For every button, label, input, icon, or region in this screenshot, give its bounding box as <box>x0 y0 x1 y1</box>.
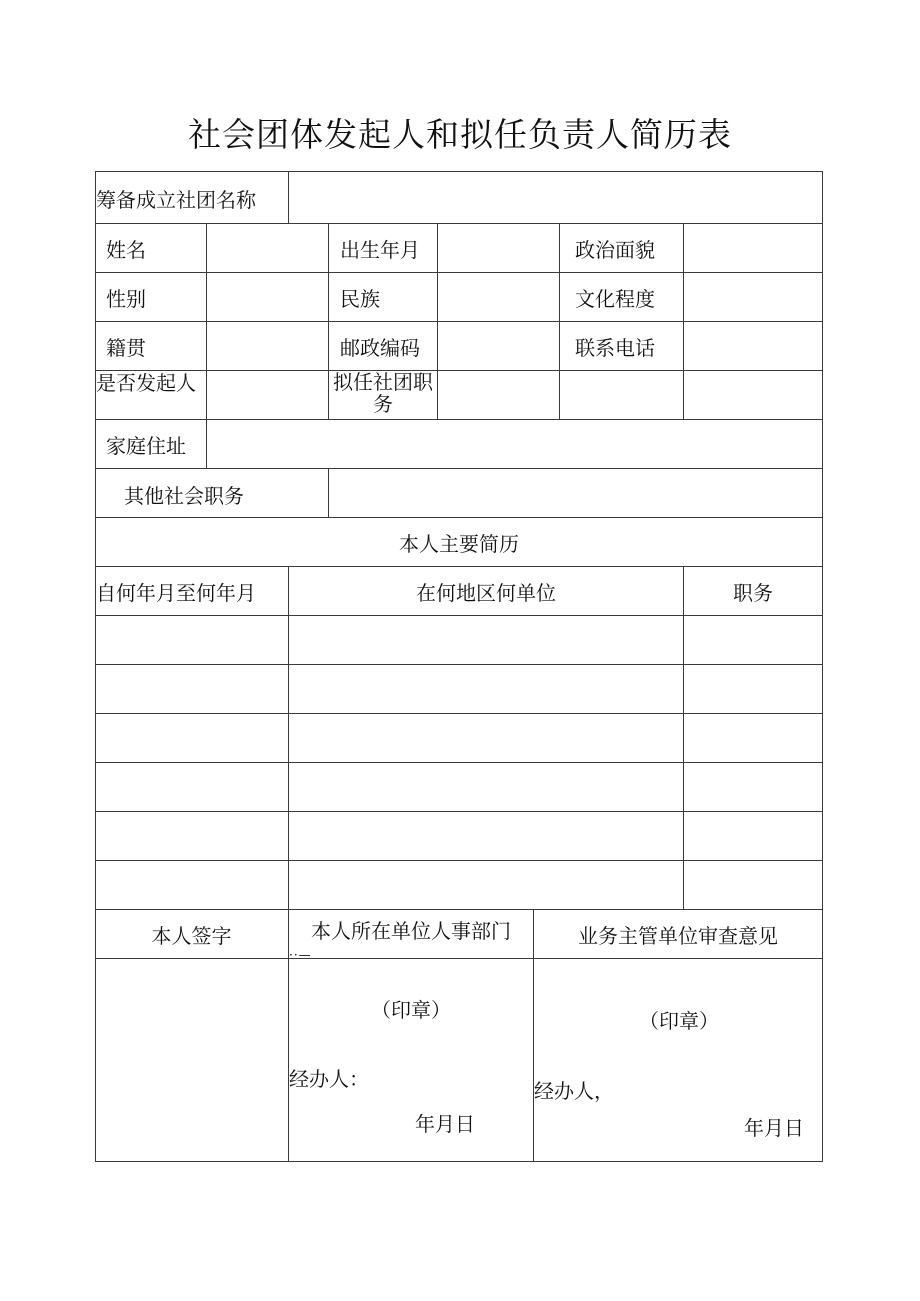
phone-label: 联系电话 <box>575 336 655 360</box>
col-divider <box>559 223 560 419</box>
resume-cell-position[interactable] <box>685 862 821 908</box>
political-status-label: 政治面貌 <box>575 238 655 262</box>
col-divider <box>328 223 329 419</box>
col-divider <box>288 566 289 909</box>
row-divider <box>95 517 823 518</box>
native-place-label: 籍贯 <box>106 336 146 360</box>
row-divider <box>95 272 823 273</box>
supervisor-handler-label: 经办人， <box>534 1079 614 1103</box>
col-divider <box>206 223 207 419</box>
is-initiator-label: 是否发起人 <box>96 371 196 395</box>
row-divider <box>95 958 823 959</box>
col-divider <box>683 566 684 909</box>
row-divider <box>95 762 823 763</box>
col-divider <box>206 419 207 468</box>
extra-field-2[interactable] <box>685 372 821 418</box>
self-sign-label: 本人签字 <box>151 924 232 948</box>
self-signature-area[interactable] <box>97 960 287 1160</box>
col-divider <box>683 223 684 419</box>
resume-section-title: 本人主要简历 <box>399 532 519 556</box>
phone-field[interactable] <box>685 323 821 369</box>
postcode-label: 邮政编码 <box>340 336 420 360</box>
row-divider <box>95 468 823 469</box>
resume-cell-position[interactable] <box>685 666 821 712</box>
border-left <box>95 171 96 1162</box>
resume-cell-unit[interactable] <box>290 715 682 761</box>
resume-cell-period[interactable] <box>97 666 287 712</box>
is-initiator-field[interactable] <box>208 372 327 418</box>
ethnicity-label: 民族 <box>340 287 380 311</box>
col-divider <box>288 171 289 223</box>
resume-cell-unit[interactable] <box>290 666 682 712</box>
resume-cell-unit[interactable] <box>290 862 682 908</box>
extra-field-1[interactable] <box>561 372 682 418</box>
resume-cell-position[interactable] <box>685 764 821 810</box>
resume-cell-position[interactable] <box>685 813 821 859</box>
row-divider <box>95 223 823 224</box>
resume-form <box>95 171 823 1162</box>
hr-handler-label: 经办人： <box>289 1067 369 1091</box>
resume-header-unit: 在何地区何单位 <box>416 581 556 605</box>
resume-cell-position[interactable] <box>685 715 821 761</box>
hr-dept-label: 本人所在单位人事部门 <box>311 919 511 943</box>
row-divider <box>95 811 823 812</box>
other-positions-field[interactable] <box>330 470 821 516</box>
col-divider <box>437 223 438 419</box>
supervisor-date-label: 年月日 <box>744 1116 804 1140</box>
political-status-field[interactable] <box>685 225 821 271</box>
resume-cell-period[interactable] <box>97 764 287 810</box>
home-address-label: 家庭住址 <box>106 434 186 458</box>
resume-cell-period[interactable] <box>97 813 287 859</box>
supervisor-label: 业务主管单位审查意见 <box>578 924 778 948</box>
row-divider <box>95 615 823 616</box>
proposed-position-field[interactable] <box>439 372 558 418</box>
org-name-field[interactable] <box>290 173 821 222</box>
birth-field[interactable] <box>439 225 558 271</box>
page-title: 社会团体发起人和拟任负责人简历表 <box>188 115 732 154</box>
ethnicity-field[interactable] <box>439 274 558 320</box>
gender-field[interactable] <box>208 274 327 320</box>
org-name-label: 筹备成立社团名称 <box>96 188 256 212</box>
row-divider <box>95 321 823 322</box>
education-label: 文化程度 <box>575 287 655 311</box>
native-place-field[interactable] <box>208 323 327 369</box>
resume-header-position: 职务 <box>733 581 773 605</box>
resume-header-period: 自何年月至何年月 <box>96 581 256 605</box>
resume-cell-unit[interactable] <box>290 617 682 663</box>
row-divider <box>95 370 823 371</box>
other-positions-label: 其他社会职务 <box>124 484 244 508</box>
resume-cell-unit[interactable] <box>290 813 682 859</box>
resume-cell-period[interactable] <box>97 715 287 761</box>
name-label: 姓名 <box>106 238 146 262</box>
row-divider <box>95 566 823 567</box>
row-divider <box>95 860 823 861</box>
proposed-position-label: 拟任社团职务 <box>333 370 433 416</box>
resume-cell-position[interactable] <box>685 617 821 663</box>
border-right <box>822 171 823 1162</box>
row-divider <box>95 419 823 420</box>
hr-date-label: 年月日 <box>415 1112 475 1136</box>
birth-label: 出生年月 <box>340 238 420 262</box>
hr-dept-trail: ··— <box>289 948 312 962</box>
hr-seal-text: （印章） <box>371 998 451 1022</box>
resume-cell-unit[interactable] <box>290 764 682 810</box>
border-bottom <box>95 1161 823 1162</box>
education-field[interactable] <box>685 274 821 320</box>
row-divider <box>95 664 823 665</box>
col-divider <box>328 468 329 517</box>
row-divider <box>95 909 823 910</box>
postcode-field[interactable] <box>439 323 558 369</box>
row-divider <box>95 713 823 714</box>
name-field[interactable] <box>208 225 327 271</box>
col-divider <box>288 909 289 1162</box>
home-address-field[interactable] <box>208 421 821 467</box>
resume-cell-period[interactable] <box>97 617 287 663</box>
resume-cell-period[interactable] <box>97 862 287 908</box>
gender-label: 性别 <box>106 287 146 311</box>
supervisor-seal-text: （印章） <box>639 1009 719 1033</box>
border-top <box>95 171 823 172</box>
